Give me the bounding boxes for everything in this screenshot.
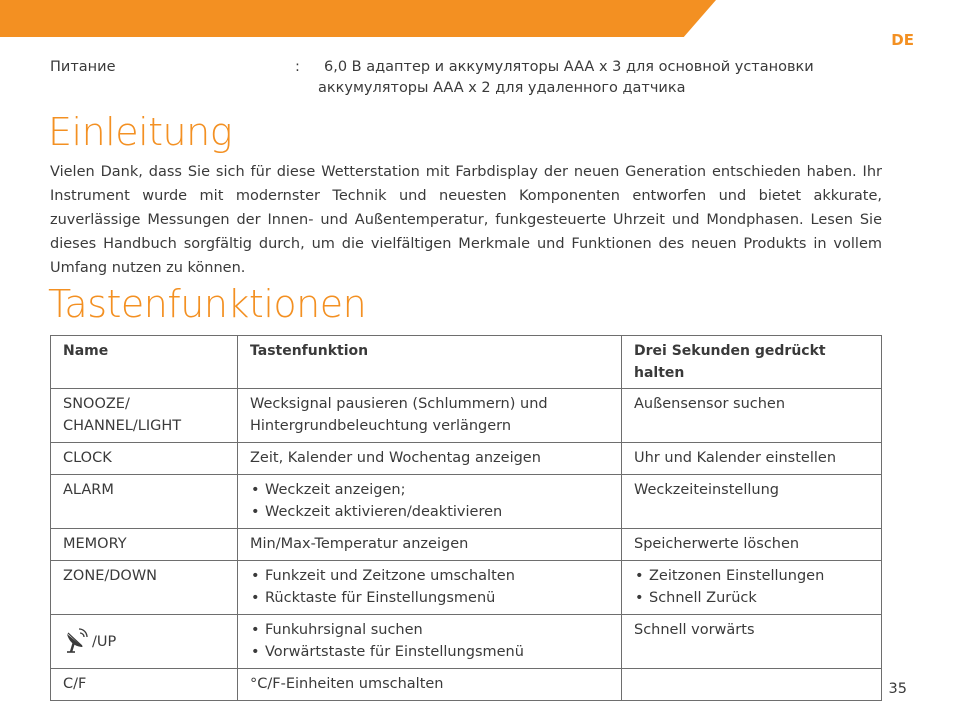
key-name-cell [51, 615, 238, 669]
key-function-cell [238, 475, 622, 529]
list-item: • Weckzeit aktivieren/deaktivieren [250, 501, 611, 523]
key-name-cell: CLOCK [51, 443, 238, 475]
key-hold-cell: Außensensor suchen [622, 389, 882, 443]
table-row [51, 389, 882, 443]
power-label: Питание [50, 59, 116, 75]
table-row [51, 443, 882, 475]
key-functions-heading: Tastenfunktionen [48, 282, 367, 326]
power-colon: : [295, 59, 300, 75]
table-row [51, 669, 882, 701]
key-name-cell [51, 389, 238, 443]
hold-list [634, 565, 871, 609]
up-key-name [63, 619, 227, 653]
table-row [51, 615, 882, 669]
key-function-cell: °C/F-Einheiten umschalten [238, 669, 622, 701]
function-list [250, 619, 611, 663]
key-function-cell [238, 561, 622, 615]
table-row [51, 475, 882, 529]
list-item: • Rücktaste für Einstellungsmenü [250, 587, 611, 609]
list-item: • Vorwärtstaste für Einstellungsmenü [250, 641, 611, 663]
key-hold-cell: Weckzeiteinstellung [622, 475, 882, 529]
key-function-cell: Wecksignal pausieren (Schlummern) und Hintergrundbeleuchtung verlängern [238, 389, 622, 443]
list-item: • Zeitzonen Einstellungen [634, 565, 871, 587]
column-header-hold: Drei Sekunden gedrückt halten [622, 336, 882, 389]
key-function-cell: Min/Max-Temperatur anzeigen [238, 529, 622, 561]
power-value [318, 57, 888, 99]
power-value-line-1: 6,0 В адаптер и аккумуляторы AAA x 3 для основной установки [324, 59, 814, 75]
key-hold-cell: Uhr und Kalender einstellen [622, 443, 882, 475]
satellite-dish-icon [63, 625, 91, 653]
list-item: • Funkzeit und Zeitzone umschalten [250, 565, 611, 587]
key-name-cell: MEMORY [51, 529, 238, 561]
column-header-name: Name [51, 336, 238, 389]
key-name-line-1: SNOOZE/ [63, 396, 130, 412]
key-functions-table [50, 335, 882, 701]
intro-paragraph: Vielen Dank, dass Sie sich für diese Wetterstation mit Farbdisplay der neuen Generation entschieden haben. Ihr Instrument wurde mit modernster Technik und neuesten Komponenten entworfen und bietet akkurate, zuverlässige Messungen der Innen- und Außentemperatur, funkgesteuerte Uhrzeit und Mondphasen. Lesen Sie dieses Handbuch sorgfältig durch, um die vielfältigen Merkmale und Funktionen des neuen Produkts in vollem Umfang nutzen zu können. [50, 164, 882, 276]
key-name-cell: ALARM [51, 475, 238, 529]
function-list [250, 479, 611, 523]
key-function-cell: Zeit, Kalender und Wochentag anzeigen [238, 443, 622, 475]
key-name-label: /UP [92, 634, 117, 650]
intro-heading: Einleitung [48, 110, 233, 154]
key-name-cell: ZONE/DOWN [51, 561, 238, 615]
column-header-function: Tastenfunktion [238, 336, 622, 389]
key-hold-cell: Speicherwerte löschen [622, 529, 882, 561]
language-tag: DE [891, 31, 914, 49]
list-item: • Weckzeit anzeigen; [250, 479, 611, 501]
header-accent-band [0, 0, 716, 37]
table-row [51, 529, 882, 561]
key-name-line-2: CHANNEL/LIGHT [63, 418, 182, 434]
key-name-cell: C/F [51, 669, 238, 701]
key-function-cell [238, 615, 622, 669]
list-item: • Funkuhrsignal suchen [250, 619, 611, 641]
key-hold-cell [622, 669, 882, 701]
list-item: • Schnell Zurück [634, 587, 871, 609]
page-number: 35 [888, 681, 907, 697]
function-list [250, 565, 611, 609]
table-header-row [51, 336, 882, 389]
key-hold-cell: Schnell vorwärts [622, 615, 882, 669]
power-value-line-2: аккумуляторы AAA x 2 для удаленного датчика [318, 80, 686, 96]
table-row [51, 561, 882, 615]
key-hold-cell [622, 561, 882, 615]
